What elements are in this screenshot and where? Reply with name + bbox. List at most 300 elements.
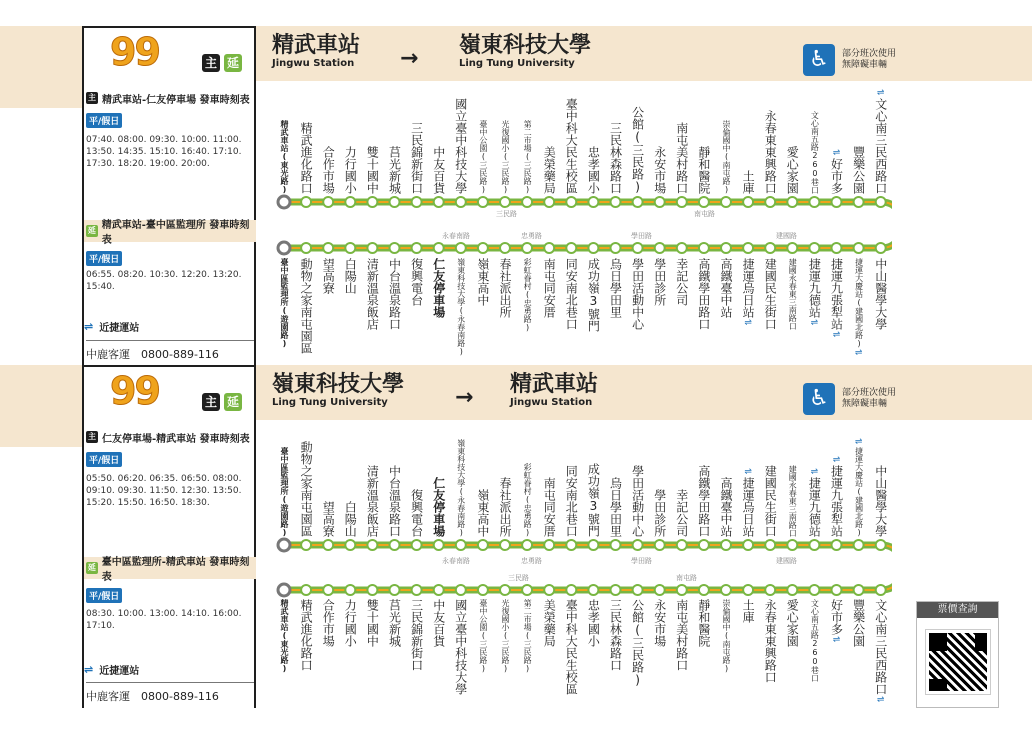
bottom-stop-label: 愛心家園	[785, 599, 800, 647]
top-stop-label: 臺中科大民生校區	[564, 98, 579, 194]
bottom-stop-marker	[699, 585, 709, 595]
bottom-stop-label: 同安南北巷口	[564, 258, 579, 330]
bottom-stop-label: 南屯同安厝	[542, 258, 557, 318]
bottom-stop-marker	[765, 243, 775, 253]
top-stop-label: 中台溫泉路口	[387, 465, 402, 537]
bottom-stop-label: 春社派出所	[498, 258, 512, 318]
bottom-stop-marker	[809, 585, 819, 595]
top-stop-label: ⇌捷運九德站	[807, 467, 822, 537]
bottom-stop-label: 中友百貨	[431, 599, 446, 647]
top-stop-label: 精武進化路口	[299, 122, 314, 194]
top-stop-marker	[301, 540, 311, 550]
bottom-stop-marker	[278, 584, 290, 596]
bottom-stop-marker	[390, 585, 400, 595]
top-stop-label: 建國民生街口	[763, 465, 778, 537]
route-number-box	[82, 26, 256, 83]
bottom-stop-marker	[677, 243, 687, 253]
bottom-stop-marker	[390, 243, 400, 253]
bottom-stop-label: 臺中科大民生校區	[564, 599, 579, 695]
bottom-stop-marker	[544, 243, 554, 253]
bottom-stop-marker	[478, 585, 488, 595]
schedule-column	[82, 83, 256, 366]
bottom-stop-label: 高鐵臺中站	[719, 258, 733, 318]
bottom-stop-label: 豐樂公園	[851, 599, 866, 647]
bottom-stop-marker	[721, 243, 731, 253]
top-stop-marker	[765, 540, 775, 550]
route-panel-inbound	[0, 365, 1032, 708]
top-stop-marker	[743, 540, 753, 550]
fare-lookup-panel[interactable]	[916, 601, 999, 708]
top-stop-label: 愛心家園	[785, 146, 800, 194]
top-stop-label: 清新溫泉飯店	[365, 465, 380, 537]
bottom-stop-marker	[412, 243, 422, 253]
bottom-stop-marker	[787, 243, 797, 253]
bottom-stop-label: 三民林森路口	[608, 599, 623, 671]
bottom-stop-marker	[588, 585, 598, 595]
road-label: 三民路	[508, 574, 529, 582]
mrt-legend: ⇌ 近捷運站	[84, 320, 140, 334]
bottom-stop-label: 忠孝國小	[586, 599, 601, 647]
top-stop-marker	[412, 197, 422, 207]
top-stop-label: 精武車站(東光路)	[280, 120, 289, 194]
route-number: 99	[110, 30, 159, 74]
road-label: 建國路	[776, 232, 797, 240]
day-tag: 平/假日	[86, 113, 122, 128]
bottom-stop-label: 文心南五路260巷口	[810, 599, 820, 682]
top-stop-label: 中友百貨	[431, 146, 446, 194]
bottom-stop-marker	[434, 585, 444, 595]
bottom-stop-marker	[278, 242, 290, 254]
bottom-stop-marker	[743, 585, 753, 595]
top-stop-label: 臺中公園(三民路)	[478, 120, 488, 194]
mrt-legend: ⇌ 近捷運站	[84, 663, 140, 677]
bottom-stop-label: 好市多⇌	[829, 599, 844, 645]
bottom-stop-label: 臺中公園(三民路)	[478, 599, 488, 673]
accessible-note: 部分班次使用 無障礙車輛	[842, 388, 897, 409]
top-stop-label: 文心南五路260巷口	[810, 111, 820, 194]
route-line-green	[284, 202, 892, 248]
top-stop-label: 永安市場	[652, 146, 667, 194]
bottom-stop-marker	[456, 243, 466, 253]
top-stop-marker	[876, 540, 886, 550]
top-stop-label: 土庫	[741, 170, 756, 194]
top-stop-label: 光復國小(三民路)	[501, 120, 510, 194]
route-panel-outbound	[0, 26, 1032, 366]
top-stop-label: 南屯美村路口	[674, 122, 689, 194]
top-stop-marker	[699, 197, 709, 207]
top-stop-marker	[544, 197, 554, 207]
bottom-stop-label: 中山醫學大學	[873, 258, 888, 330]
operator-contact: 中鹿客運 0800-889-116	[86, 682, 254, 708]
road-label: 三民路	[496, 210, 517, 218]
header-band-right	[256, 26, 1032, 81]
header-band-left	[0, 26, 82, 108]
main-route-badge: 主	[202, 393, 220, 411]
top-stop-label: ⇌文心南三民西路口	[873, 88, 888, 194]
top-stop-label: 合作市場	[321, 146, 336, 194]
bottom-stop-marker	[743, 243, 753, 253]
route-number: 99	[110, 369, 159, 413]
top-stop-marker	[544, 540, 554, 550]
top-stop-marker	[699, 540, 709, 550]
bottom-stop-label: 莒光新城	[387, 599, 402, 647]
top-stop-marker	[323, 197, 333, 207]
road-label: 學田路	[631, 557, 652, 565]
bottom-stop-marker	[633, 243, 643, 253]
top-stop-label: 公館(三民路)	[630, 106, 645, 194]
wheelchair-icon: ♿	[803, 44, 835, 76]
top-stop-label: 仁友停車場	[431, 477, 446, 537]
route-line-orange	[284, 545, 892, 590]
road-label: 學田路	[631, 232, 652, 240]
bottom-stop-marker	[787, 585, 797, 595]
bottom-stop-label: 望高寮	[321, 258, 336, 294]
bottom-stop-label: 公館(三民路)	[630, 599, 645, 687]
top-stop-marker	[721, 540, 731, 550]
bottom-stop-label: 光復國小(三民路)	[501, 599, 510, 673]
bottom-stop-marker	[522, 243, 532, 253]
bottom-stop-label: 建國民生街口	[763, 258, 778, 330]
route-line-orange	[284, 202, 892, 248]
top-stop-marker	[478, 197, 488, 207]
top-stop-label: 幸記公司	[674, 489, 689, 537]
bottom-stop-label: 復興電台	[409, 258, 424, 306]
accessible-note: 部分班次使用 無障礙車輛	[842, 49, 897, 70]
bottom-stop-marker	[345, 243, 355, 253]
schedule-column	[82, 422, 256, 708]
qr-code-icon[interactable]	[926, 630, 990, 694]
bottom-stop-marker	[500, 243, 510, 253]
top-stop-label: 建國永春東三南路口	[788, 465, 798, 537]
top-stop-label: 崇倫國中(南屯路)	[722, 120, 731, 194]
bottom-stop-label: 國立臺中科技大學	[453, 599, 468, 695]
top-stop-label: 永春東東興路口	[763, 110, 778, 194]
top-stop-label: ⇌捷運九張犁站	[829, 455, 844, 537]
top-stop-marker	[677, 540, 687, 550]
top-stop-label: 烏日學田里	[608, 477, 623, 537]
top-stop-label: 成功嶺3號門	[586, 463, 601, 537]
top-stop-marker	[611, 197, 621, 207]
direction-arrow-icon: →	[455, 385, 474, 410]
wheelchair-icon: ♿	[803, 383, 835, 415]
top-stop-label: 望高寮	[321, 501, 336, 537]
bottom-stop-marker	[655, 585, 665, 595]
top-stop-label: 白陽山	[343, 501, 358, 537]
top-stop-label: ⇌捷運大慶站(建國北路)	[853, 437, 864, 537]
top-stop-label: 嶺東高中	[475, 489, 490, 537]
bottom-stop-marker	[345, 585, 355, 595]
top-stop-marker	[721, 197, 731, 207]
bottom-stop-label: 仁友停車場	[431, 258, 446, 318]
top-stop-label: ⇌好市多	[829, 148, 844, 194]
bottom-stop-marker	[832, 243, 842, 253]
top-stop-marker	[655, 540, 665, 550]
extension-schedule-times: 08:30. 10:00. 13:00. 14:10. 16:00. 17:10.	[86, 609, 242, 631]
bottom-stop-label: 烏日學田里	[608, 258, 623, 318]
top-stop-marker	[832, 540, 842, 550]
bottom-stop-label: 力行國小	[343, 599, 358, 647]
bottom-stop-marker	[323, 585, 333, 595]
top-stop-marker	[522, 197, 532, 207]
bottom-stop-label: 捷運九張犁站⇌	[829, 258, 844, 340]
top-stop-marker	[522, 540, 532, 550]
top-stop-marker	[323, 540, 333, 550]
top-stop-label: 高鐵臺中站	[719, 477, 733, 537]
top-stop-marker	[278, 196, 290, 208]
header-band-left	[0, 365, 82, 447]
extension-route-badge: 延	[224, 54, 242, 72]
top-stop-label: 忠孝國小	[586, 146, 601, 194]
top-stop-marker	[809, 197, 819, 207]
main-schedule-times: 07:40. 08:00. 09:30. 10:00. 11:00. 13:50. 14:35. 15:10. 16:40. 17:10. 17:30. 18:20. 19:00. 20:00.	[86, 135, 242, 169]
bottom-stop-marker	[500, 585, 510, 595]
top-stop-marker	[500, 197, 510, 207]
top-stop-label: 動物之家南屯園區	[299, 441, 314, 537]
bottom-stop-label: 捷運九德站⇌	[807, 258, 822, 328]
bottom-stop-marker	[301, 585, 311, 595]
bottom-stop-label: 學田診所	[652, 258, 667, 306]
road-label: 建國路	[776, 557, 797, 565]
bottom-stop-label: 三民錦新街口	[409, 599, 424, 671]
bottom-stop-marker	[633, 585, 643, 595]
top-stop-marker	[832, 197, 842, 207]
top-stop-label: 臺中區監理所(遊園路)	[280, 447, 289, 537]
mrt-transfer-icon: ⇌	[831, 148, 842, 158]
top-stop-marker	[390, 540, 400, 550]
top-stop-marker	[478, 540, 488, 550]
operator-contact: 中鹿客運 0800-889-116	[86, 340, 254, 366]
top-stop-marker	[633, 540, 643, 550]
top-stop-label: ⇌捷運烏日站	[741, 467, 756, 537]
bottom-stop-label: 白陽山	[343, 258, 358, 294]
bottom-stop-label: 彩虹眷村(忠勇路)	[523, 258, 533, 332]
top-stop-marker	[633, 197, 643, 207]
top-stop-marker	[456, 197, 466, 207]
bottom-stop-label: 嶺東高中	[475, 258, 490, 306]
bottom-stop-label: 文心南三民西路口⇌	[873, 599, 888, 705]
bottom-stop-label: 捷運大慶站(建國北路)⇌	[853, 258, 864, 358]
top-stop-label: 彩虹眷村(忠勇路)	[523, 463, 533, 537]
bottom-stop-marker	[367, 243, 377, 253]
bottom-stop-marker	[854, 243, 864, 253]
bottom-stop-marker	[367, 585, 377, 595]
road-label: 忠勇路	[521, 557, 542, 565]
bottom-stop-marker	[611, 585, 621, 595]
top-stop-label: 力行國小	[343, 146, 358, 194]
top-stop-marker	[390, 197, 400, 207]
bottom-stop-label: 美榮藥局	[542, 599, 557, 647]
bottom-stop-marker	[677, 585, 687, 595]
bottom-stop-marker	[854, 585, 864, 595]
bottom-stop-marker	[566, 243, 576, 253]
top-stop-label: 學田活動中心	[630, 465, 645, 537]
mrt-transfer-icon: ⇌	[875, 695, 886, 705]
top-stop-marker	[278, 539, 290, 551]
bottom-stop-label: 永春東東興路口	[763, 599, 778, 683]
top-stop-marker	[854, 540, 864, 550]
route-number-box	[82, 365, 256, 422]
mrt-transfer-icon: ⇌	[831, 635, 842, 645]
bottom-stop-label: 崇倫國中(南屯路)	[722, 599, 731, 673]
mrt-transfer-icon: ⇌	[875, 88, 886, 98]
direction-arrow-icon: →	[400, 46, 419, 71]
top-stop-marker	[412, 540, 422, 550]
main-schedule-title: 主 精武車站-仁友停車場 發車時刻表	[88, 93, 250, 106]
top-stop-marker	[677, 197, 687, 207]
bottom-stop-label: 南屯美村路口	[674, 599, 689, 671]
road-label: 忠勇路	[521, 232, 542, 240]
bottom-stop-marker	[434, 243, 444, 253]
top-stop-marker	[809, 540, 819, 550]
bottom-stop-marker	[699, 243, 709, 253]
mrt-transfer-icon: ⇌	[743, 467, 754, 477]
fare-lookup-label: 票價查詢	[917, 602, 998, 618]
top-stop-marker	[345, 197, 355, 207]
destination-title: 嶺東科技大學 Ling Tung University	[459, 33, 592, 69]
mrt-transfer-icon: ⇌	[84, 320, 94, 333]
bottom-stop-marker	[809, 243, 819, 253]
bottom-stop-marker	[588, 243, 598, 253]
top-stop-marker	[456, 540, 466, 550]
bottom-stop-marker	[456, 585, 466, 595]
top-stop-marker	[367, 197, 377, 207]
bottom-stop-marker	[655, 243, 665, 253]
top-stop-label: 三民錦新街口	[409, 122, 424, 194]
bottom-stop-label: 學田活動中心	[630, 258, 645, 330]
extension-route-badge: 延	[224, 393, 242, 411]
bottom-stop-marker	[522, 585, 532, 595]
top-stop-label: 三民林森路口	[608, 122, 623, 194]
bottom-stop-label: 永安市場	[652, 599, 667, 647]
top-stop-marker	[434, 197, 444, 207]
top-stop-label: 學田診所	[652, 489, 667, 537]
bottom-stop-marker	[876, 243, 886, 253]
bottom-stop-label: 成功嶺3號門	[586, 258, 601, 332]
road-label: 南屯路	[694, 210, 715, 218]
bottom-stop-label: 精武車站(東光路)	[280, 599, 289, 673]
top-stop-label: 高鐵學田路口	[696, 465, 711, 537]
day-tag: 平/假日	[86, 588, 122, 603]
bottom-stop-label: 高鐵學田路口	[696, 258, 711, 330]
bottom-stop-label: 靜和醫院	[696, 599, 711, 647]
day-tag: 平/假日	[86, 452, 122, 467]
top-stop-marker	[787, 540, 797, 550]
road-label: 南屯路	[676, 574, 697, 582]
main-schedule-times: 05:50. 06:20. 06:35. 06:50. 08:00. 09:10. 09:30. 11:50. 12:30. 13:50. 15:20. 15:50. 16:50. 18:30.	[86, 474, 242, 508]
top-stop-label: 雙十國中	[365, 146, 380, 194]
route-map-inbound	[256, 435, 892, 708]
top-stop-marker	[611, 540, 621, 550]
top-stop-label: 莒光新城	[387, 146, 402, 194]
bottom-stop-marker	[832, 585, 842, 595]
top-stop-label: 美榮藥局	[542, 146, 557, 194]
bottom-stop-label: 捷運烏日站⇌	[741, 258, 756, 328]
bottom-stop-label: 第二市場(三民路)	[523, 599, 533, 673]
top-stop-label: 嶺東科技大學(永春南路)	[456, 439, 466, 537]
mrt-transfer-icon: ⇌	[831, 455, 842, 465]
bottom-stop-label: 中台溫泉路口	[387, 258, 402, 330]
top-stop-label: 復興電台	[409, 489, 424, 537]
mrt-transfer-icon: ⇌	[809, 467, 820, 477]
bottom-stop-marker	[611, 243, 621, 253]
bottom-stop-label: 臺中區監理所(遊園路)	[280, 258, 289, 348]
top-stop-marker	[765, 197, 775, 207]
bottom-stop-label: 幸記公司	[674, 258, 689, 306]
top-stop-marker	[301, 197, 311, 207]
route-map-outbound	[256, 88, 892, 366]
bottom-stop-label: 土庫	[741, 599, 756, 623]
extension-schedule-title: 延 臺中區監理所-精武車站 發車時刻表	[82, 557, 256, 579]
top-stop-label: 中山醫學大學	[873, 465, 888, 537]
top-stop-marker	[588, 540, 598, 550]
bottom-stop-label: 建國永春東三南路口	[788, 258, 798, 330]
top-stop-label: 南屯同安厝	[542, 477, 557, 537]
origin-title: 嶺東科技大學 Ling Tung University	[272, 372, 405, 408]
extension-schedule-title: 延 精武車站-臺中區監理所 發車時刻表	[82, 220, 256, 242]
road-label: 永春南路	[442, 232, 470, 240]
top-stop-label: 國立臺中科技大學	[453, 98, 468, 194]
origin-title: 精武車站 Jingwu Station	[272, 33, 361, 69]
bottom-stop-marker	[566, 585, 576, 595]
destination-title: 精武車站 Jingwu Station	[510, 372, 599, 408]
bottom-stop-marker	[765, 585, 775, 595]
bottom-stop-label: 雙十國中	[365, 599, 380, 647]
mrt-transfer-icon: ⇌	[809, 318, 820, 328]
top-stop-label: 同安南北巷口	[564, 465, 579, 537]
top-stop-marker	[876, 197, 886, 207]
top-stop-marker	[345, 540, 355, 550]
extension-schedule-times: 06:55. 08:20. 10:30. 12:20. 13:20. 15:40.	[86, 270, 242, 292]
bottom-stop-marker	[301, 243, 311, 253]
top-stop-label: 豐樂公園	[851, 146, 866, 194]
day-tag: 平/假日	[86, 251, 122, 266]
mrt-transfer-icon: ⇌	[831, 330, 842, 340]
top-stop-label: 第二市場(三民路)	[523, 120, 533, 194]
main-route-badge: 主	[202, 54, 220, 72]
route-line-green	[284, 545, 892, 590]
bottom-stop-marker	[412, 585, 422, 595]
bottom-stop-label: 動物之家南屯園區	[299, 258, 314, 354]
mrt-transfer-icon: ⇌	[743, 318, 754, 328]
mrt-transfer-icon: ⇌	[853, 348, 864, 358]
bottom-stop-label: 清新溫泉飯店	[365, 258, 380, 330]
top-stop-marker	[367, 540, 377, 550]
bottom-stop-marker	[876, 585, 886, 595]
top-stop-label: 春社派出所	[498, 477, 512, 537]
top-stop-marker	[566, 197, 576, 207]
top-stop-marker	[500, 540, 510, 550]
top-stop-marker	[787, 197, 797, 207]
top-stop-marker	[655, 197, 665, 207]
road-label: 永春南路	[442, 557, 470, 565]
top-stop-marker	[434, 540, 444, 550]
bottom-stop-label: 合作市場	[321, 599, 336, 647]
top-stop-marker	[588, 197, 598, 207]
top-stop-marker	[854, 197, 864, 207]
bottom-stop-marker	[721, 585, 731, 595]
bottom-stop-marker	[323, 243, 333, 253]
top-stop-marker	[566, 540, 576, 550]
bottom-stop-label: 嶺東科技大學(永春南路)	[456, 258, 466, 356]
bottom-stop-marker	[478, 243, 488, 253]
bottom-stop-marker	[544, 585, 554, 595]
top-stop-marker	[743, 197, 753, 207]
main-schedule-title: 主 仁友停車場-精武車站 發車時刻表	[88, 432, 250, 445]
top-stop-label: 靜和醫院	[696, 146, 711, 194]
bottom-stop-label: 精武進化路口	[299, 599, 314, 671]
mrt-transfer-icon: ⇌	[853, 437, 864, 447]
mrt-transfer-icon: ⇌	[84, 663, 94, 676]
